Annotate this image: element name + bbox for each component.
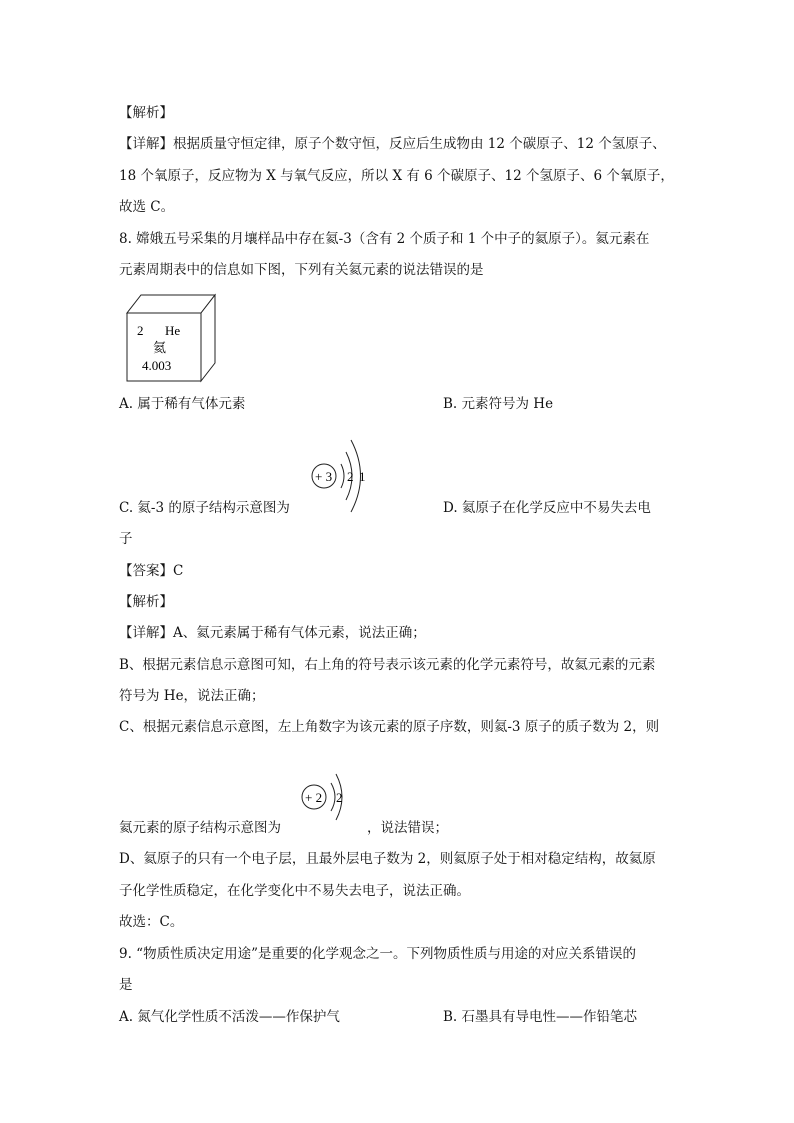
element-name: 氦	[153, 340, 167, 355]
q8-analysis-c-tail: ，说法错误；	[367, 820, 448, 836]
atom-he3-shell2: 1	[359, 469, 366, 484]
detail-line-2: 18 个氧原子，反应物为 X 与氧气反应，所以 X 有 6 个碳原子、12 个氢原子、6 个氧原子，	[119, 168, 674, 184]
element-symbol: He	[165, 323, 181, 338]
q8-stem-line-1: 8. 嫦娥五号采集的月壤样品中存在氦-3（含有 2 个质子和 1 个中子的氦原子）。氦元素在	[119, 231, 650, 247]
atom-diagram-he3	[304, 436, 376, 520]
q8-option-c: C. 氦-3 的原子结构示意图为	[119, 500, 290, 516]
q8-analysis-line-1: 【详解】A、氦元素属于稀有气体元素，说法正确；	[119, 625, 426, 641]
detail-line-1: 【详解】根据质量守恒定律，原子个数守恒，反应后生成物由 12 个碳原子、12 个氢原子、	[119, 136, 666, 152]
q8-option-c-tail: 子	[119, 531, 133, 547]
q8-option-b: B. 元素符号为 He	[443, 396, 554, 412]
q8-jiexi-heading: 【解析】	[119, 594, 173, 610]
element-mass: 4.003	[142, 358, 172, 373]
q9-option-b: B. 石墨具有导电性——作铅笔芯	[443, 1009, 638, 1025]
q8-option-a: A. 属于稀有气体元素	[119, 396, 246, 412]
atom-diagram-he	[296, 771, 356, 827]
q8-analysis-line-4: C、根据元素信息示意图，左上角数字为该元素的原子序数，则氦-3 原子的质子数为 2，则	[119, 719, 660, 735]
q8-analysis-line-2: B、根据元素信息示意图可知，右上角的符号表示该元素的化学元素符号，故氦元素的元素	[119, 657, 656, 673]
q9-stem-line-1: 9. “物质性质决定用途”是重要的化学观念之一。下列物质性质与用途的对应关系错误的	[119, 946, 636, 962]
q8-analysis-c-line: 氦元素的原子结构示意图为	[119, 820, 281, 836]
q8-option-d: D. 氦原子在化学反应中不易失去电	[443, 500, 651, 516]
atom-he-shell1: 2	[336, 790, 343, 805]
q8-conclusion: 故选：C。	[119, 914, 184, 930]
q9-option-a: A. 氮气化学性质不活泼——作保护气	[119, 1009, 340, 1025]
q8-answer: 【答案】C	[119, 563, 184, 579]
atom-he3-shell1: 2	[347, 469, 354, 484]
jiexi-heading-1: 【解析】	[119, 105, 173, 121]
element-info-box	[119, 291, 219, 387]
atom-he-nucleus: + 2	[305, 790, 323, 805]
element-atomic-number: 2	[137, 323, 144, 338]
q8-analysis-line-3: 符号为 He，说法正确；	[119, 688, 265, 704]
q8-analysis-d-line-1: D、氦原子的只有一个电子层，且最外层电子数为 2，则氦原子处于相对稳定结构，故氦原	[119, 851, 656, 867]
q9-stem-line-2: 是	[119, 977, 133, 993]
detail-line-3: 故选 C。	[119, 199, 175, 215]
q8-analysis-d-line-2: 子化学性质稳定，在化学变化中不易失去电子，说法正确。	[119, 883, 470, 899]
atom-he3-nucleus: + 3	[315, 469, 333, 484]
q8-stem-line-2: 元素周期表中的信息如下图，下列有关氦元素的说法错误的是	[119, 262, 484, 278]
